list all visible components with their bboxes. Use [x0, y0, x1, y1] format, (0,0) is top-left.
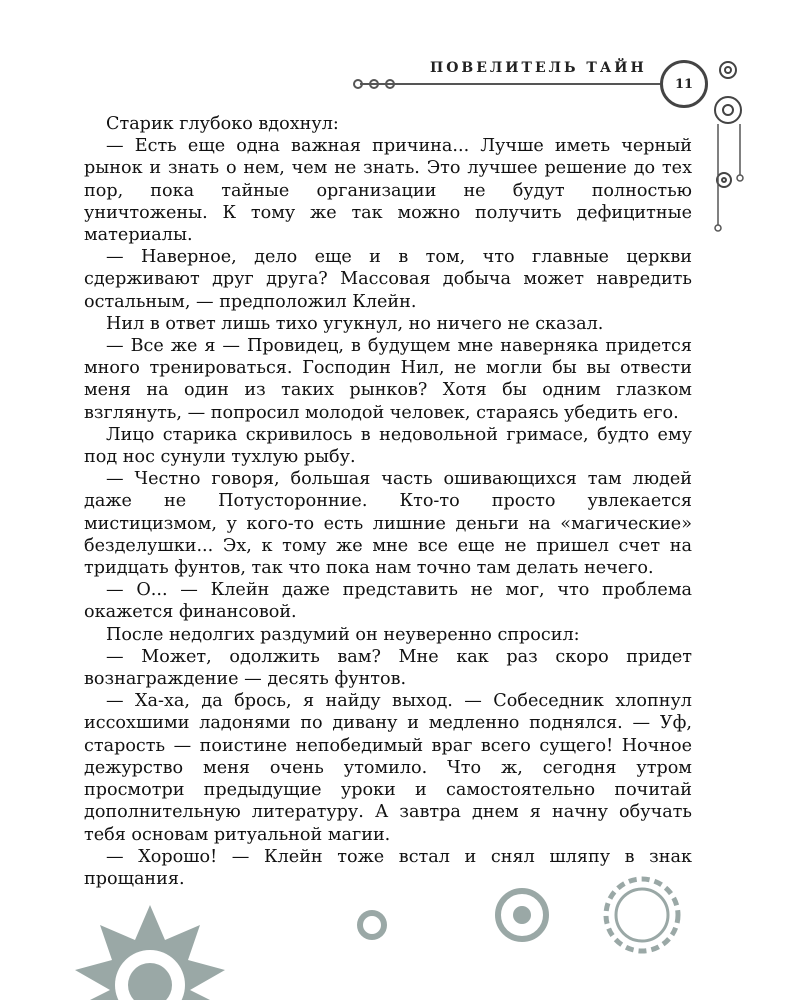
paragraph: — О... — Клейн даже представить не мог, что проблема окажется финансовой. [84, 580, 692, 623]
paragraph: — Ха-ха, да брось, я найду выход. — Собеседник хлопнул иссохшими ладонями по дивану и медленно поднялся. — Уф, старость — поистине непобедимый враг всего сущего! Ночное дежурство меня очень утомило. Что ж, сегодня утром просмотри предыдущие уроки и самостоятельно почитай дополнительную литературу. А завтра днем я начну обучать тебя основам ритуальной магии. [84, 691, 692, 845]
paragraph: — Честно говоря, большая часть ошивающихся там людей даже не Потусторонние. Кто-то просто увлекается мистицизмом, у кого-то есть лишние деньги на «магические» безделушки... Эх, к тому же мне все еще не пришел счет на тридцать фунтов, так что пока нам точно там делать нечего. [84, 469, 692, 579]
running-head: ПОВЕЛИТЕЛЬ ТАЙН [430, 60, 647, 76]
gear-icon [715, 62, 741, 187]
hanging-chain-icon [715, 124, 743, 231]
paragraph: — Хорошо! — Клейн тоже встал и снял шляпу в знак прощания. [84, 846, 692, 889]
paragraph: Старик глубоко вдохнул: [106, 114, 339, 134]
large-sun-gear-icon [75, 905, 225, 1000]
small-gear-icon [360, 913, 384, 937]
page-number: 11 [660, 60, 708, 108]
paragraph: — Наверное, дело еще и в том, что главные церкви сдерживают друг друга? Массовая добыча может навредить остальным, — предположил Клейн. [84, 247, 692, 312]
medium-gear-icon [498, 891, 546, 939]
paragraph: — Может, одолжить вам? Мне как раз скоро придет вознаграждение — десять фунтов. [84, 646, 692, 690]
body-text [84, 113, 692, 890]
paragraph: После недолгих раздумий он неуверенно спросил: [106, 624, 580, 645]
paragraph: — Есть еще одна важная причина... Лучше иметь черный рынок и знать о нем, чем не знать. Это лучшее решение до тех пор, пока тайные организации не будут полностью уничтожены. К тому же так можно получить дефицитные материалы. [84, 136, 692, 246]
header-rule [360, 83, 660, 85]
paragraph: — Все же я — Провидец, в будущем мне наверняка придется много тренироваться. Господин Нил, не могли бы вы отвести меня на один из таких рынков? Хотя бы одним глазком взглянуть, — попросил молодой человек, стараясь убедить его. [84, 336, 692, 423]
paragraph: Нил в ответ лишь тихо угукнул, но ничего не сказал. [106, 313, 604, 334]
paragraph: Лицо старика скривилось в недовольной гримасе, будто ему под нос сунули тухлую рыбу. [84, 424, 692, 468]
